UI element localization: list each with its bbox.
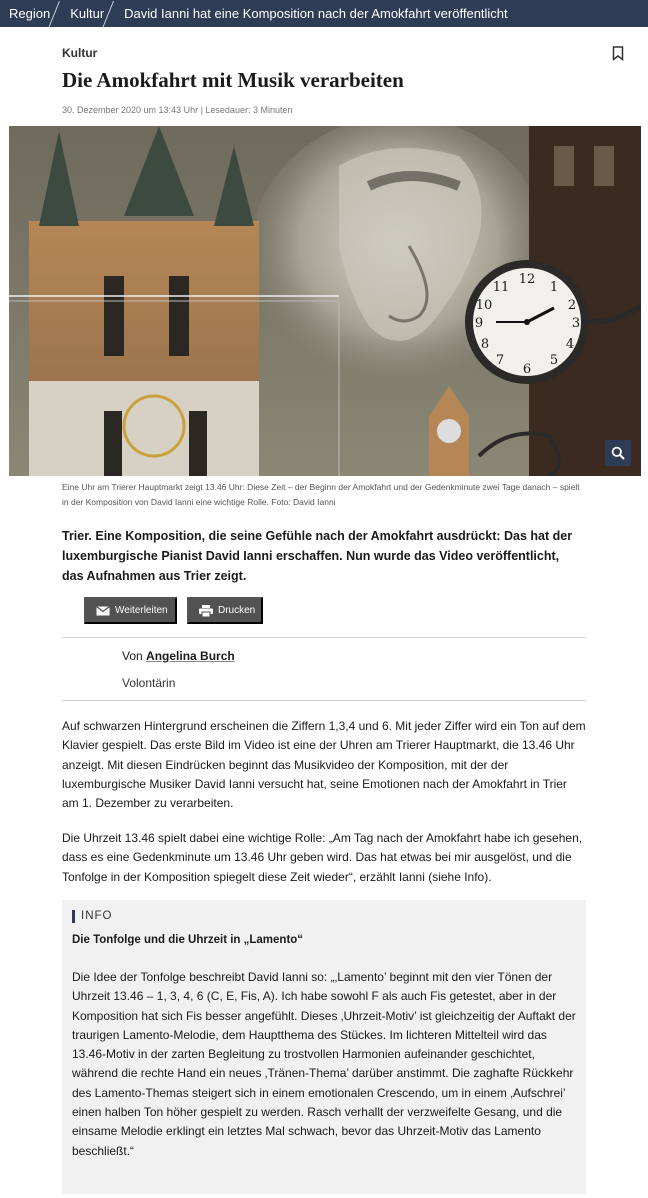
bookmark-icon[interactable] (612, 46, 624, 61)
author-name-link[interactable]: Angelina Burch (146, 649, 235, 663)
divider (62, 700, 586, 701)
svg-text:6: 6 (522, 362, 532, 377)
zoom-button[interactable] (605, 440, 631, 466)
forward-label: Weiterleiten (115, 605, 168, 616)
image-caption: Eine Uhr am Trierer Hauptmarkt zeigt 13.46 Uhr: Diese Zeit – der Beginn der Amokfahrt und der Gedenkminute zwei Tage danach – spielt in der Komposition von David Ianni eine wichtige Rolle. Foto: David Ianni (62, 482, 580, 507)
breadcrumb (0, 0, 648, 27)
article-header (0, 46, 648, 115)
info-box (62, 900, 586, 1194)
article-meta: 30. Dezember 2020 um 13:43 Uhr | Lesedauer: 3 Minuten (62, 105, 293, 115)
body-paragraph: Die Uhrzeit 13.46 spielt dabei eine wichtige Rolle: „Am Tag nach der Amokfahrt habe ich gesehen, dass es eine Gedenkminute um 13.46 Uhr geben wird. Das hat etwas bei mir ausgelöst, und die Tonfolge in der Komposition spiegelt diese Zeit wieder“, erzählt Ianni (siehe Info). (62, 831, 583, 884)
hero-image (9, 126, 641, 476)
author-byline (122, 649, 235, 663)
forward-button[interactable] (84, 597, 177, 624)
breadcrumb-separator (54, 0, 66, 27)
info-text: Die Idee der Tonfolge beschreibt David Ianni so: „‚Lamento’ beginnt mit den vier Tönen der Uhrzeit 13.46 – 1, 3, 4, 6 (C, E, Fis, A). Ich habe sowohl F als auch Fis getestet, aber in der Komposition hat sich Fis besser angefühlt. Dieses ‚Uhrzeit-Motiv’ ist gleichzeitig der Auftakt der traurigen Lamento-Melodie, dem Hauptthema des Stückes. Im lichteren Mittelteil wird das 13.46-Motiv in der zarten Begleitung zu trostvollen Harmonien aufeinander geschichtet, während die rechte Hand ein neues ‚Tränen-Thema’ darüber anstimmt. Die zaghafte Rückkehr des Lamento-Themas steigert sich in einem emotionalen Crescendo, um in einem ‚Aufschrei’ einen halben Ton höher gespielt zu werden. Rasch verhallt der verzweifelte Gesang, und die einsame Melodie erklingt ein letztes Mal schwach, bevor das Uhrzeit-Motiv das Lamento beschließt.“ (72, 970, 576, 1158)
info-label: INFO (72, 910, 576, 923)
hero-illustration (9, 126, 641, 476)
article-kicker[interactable]: Kultur (62, 46, 98, 60)
divider (62, 637, 586, 638)
breadcrumb-item-current: David Ianni hat eine Komposition nach der Amokfahrt veröffentlicht (124, 6, 508, 21)
svg-text:5: 5 (549, 353, 559, 368)
svg-text:3: 3 (571, 316, 581, 331)
svg-text:8: 8 (480, 337, 490, 352)
svg-text:11: 11 (492, 280, 510, 295)
info-title: Die Tonfolge und die Uhrzeit in „Lamento“ (72, 934, 304, 946)
print-label: Drucken (218, 605, 256, 616)
svg-text:1: 1 (549, 280, 559, 295)
article-title: Die Amokfahrt mit Musik verarbeiten (62, 68, 404, 92)
mail-icon (96, 606, 110, 616)
svg-text:2: 2 (567, 298, 577, 313)
printer-icon (199, 605, 213, 617)
article-lead: Trier. Eine Komposition, die seine Gefühle nach der Amokfahrt ausdrückt: Das hat der luxemburgische Pianist David Ianni erschaffen. Nun wurde das Video veröffentlicht, das Aufnahmen aus Trier zeigt. (62, 529, 573, 583)
body-paragraph: Auf schwarzen Hintergrund erscheinen die Ziffern 1,3,4 und 6. Mit jeder Ziffer wird ein Ton auf dem Klavier gespielt. Das erste Bild im Video ist eine der Uhren am Trierer Hauptmarkt, die 13.46 Uhr anzeigt. Mit diesen Eindrücken beginnt das Musikvideo der Komposition, mit der der luxemburgische Musiker David Ianni versucht hat, seine Emotionen nach der Amokfahrt in Trier am 1. Dezember zu verarbeiten. (62, 719, 586, 811)
breadcrumb-item-kultur[interactable]: Kultur (70, 6, 105, 21)
avatar (62, 646, 112, 694)
author-prefix: Von (122, 649, 143, 663)
svg-text:7: 7 (495, 353, 505, 368)
svg-text:4: 4 (565, 337, 575, 352)
svg-text:10: 10 (475, 298, 493, 313)
author-role: Volontärin (122, 676, 176, 690)
breadcrumb-separator (108, 0, 120, 27)
search-icon (611, 446, 625, 460)
print-button[interactable] (187, 597, 263, 624)
svg-text:9: 9 (474, 316, 484, 331)
svg-text:12: 12 (518, 272, 536, 287)
breadcrumb-item-region[interactable]: Region (9, 6, 51, 21)
